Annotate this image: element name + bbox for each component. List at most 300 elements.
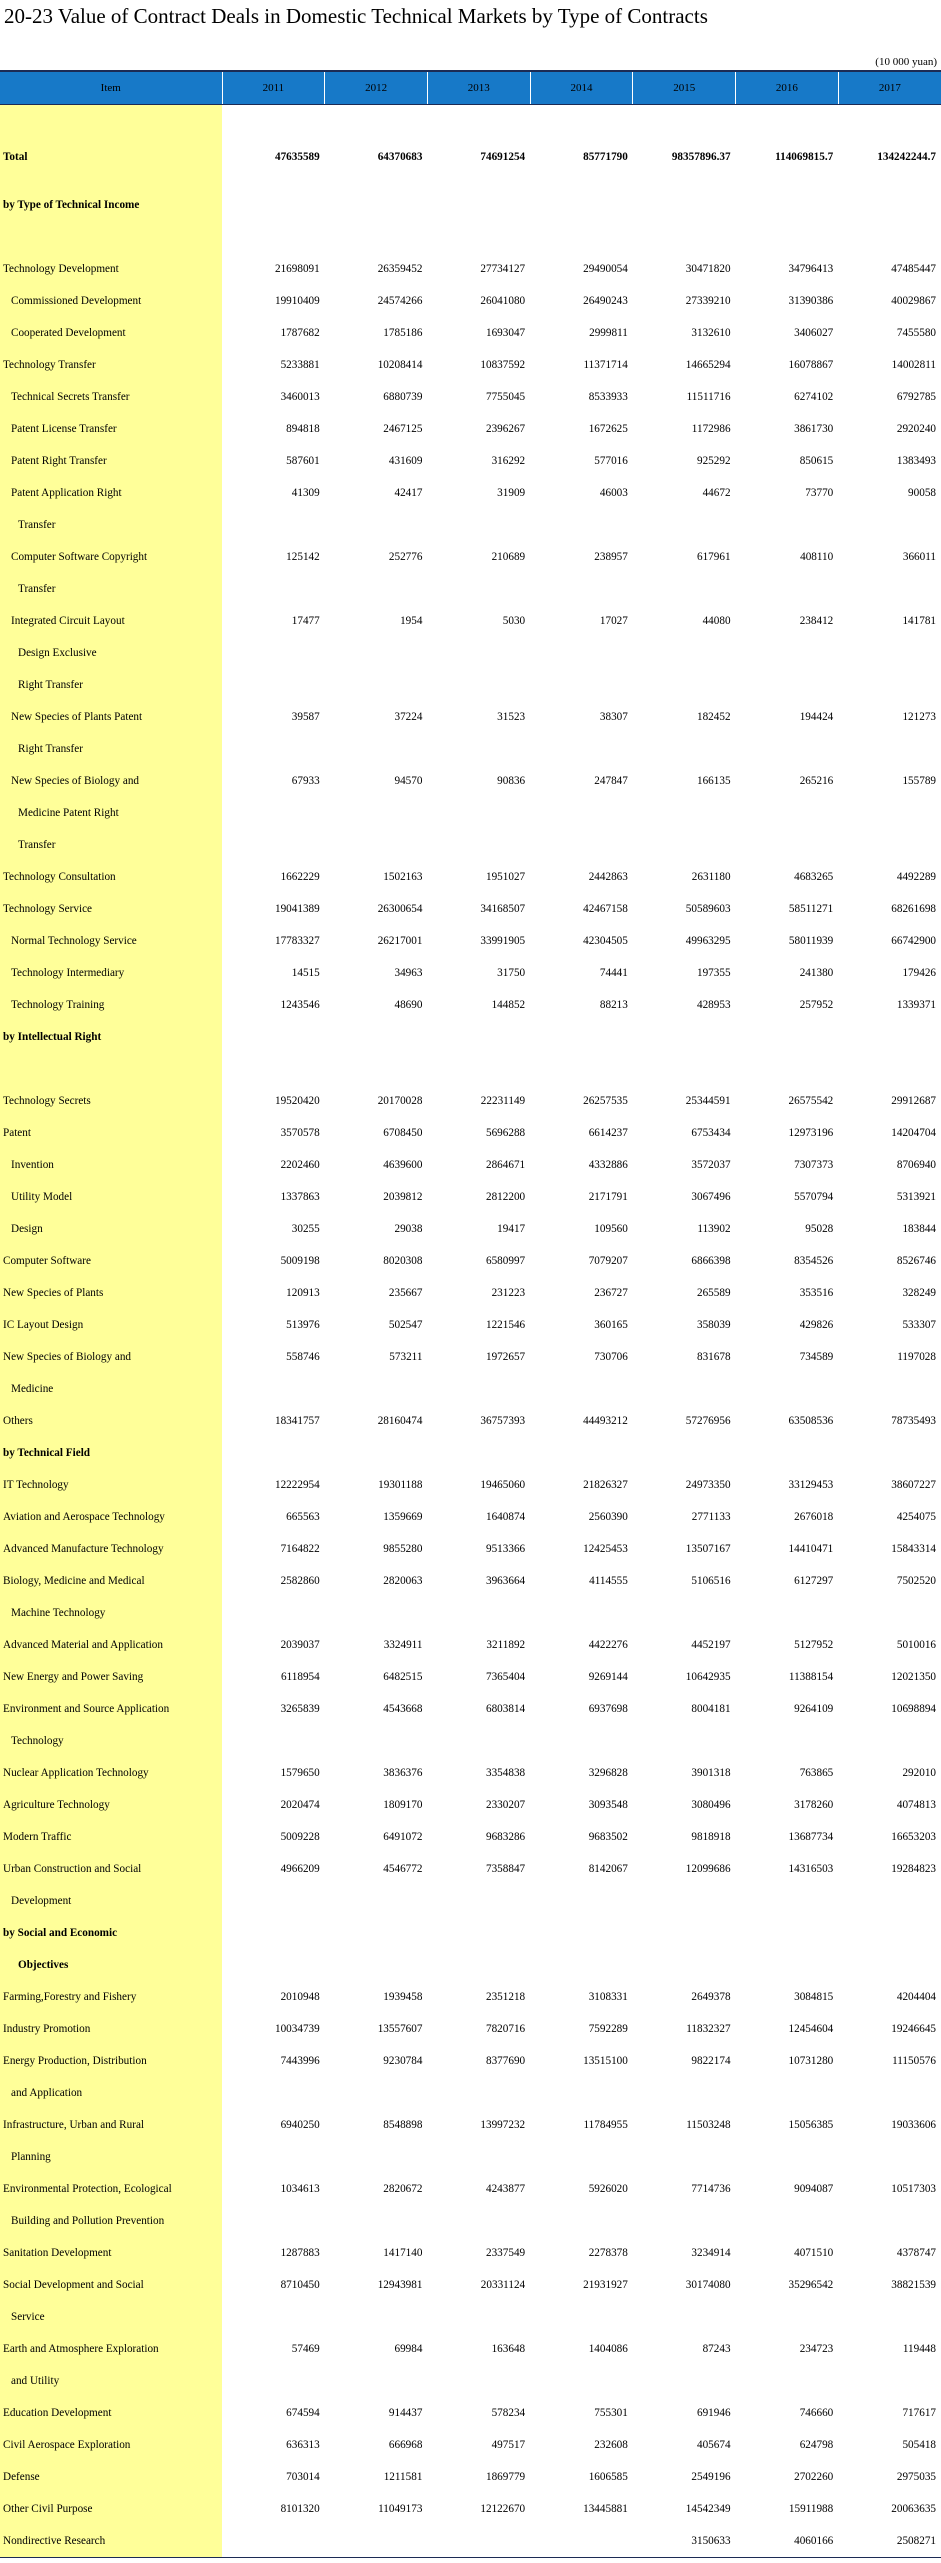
cell-value (530, 573, 633, 605)
cell-value (838, 2141, 941, 2173)
table-row (0, 2077, 941, 2109)
cell-value (838, 573, 941, 605)
cell-value: 636313 (286, 2439, 320, 2451)
cell-value (325, 733, 428, 765)
cell-value: 12021350 (891, 1671, 936, 1683)
table-row (0, 1277, 941, 1309)
row-label: and Utility (0, 2365, 222, 2397)
cell-value (427, 573, 530, 605)
row-label: Education Development (0, 2397, 222, 2429)
cell-value: 3150633 (691, 2535, 731, 2547)
table-row (0, 2525, 941, 2557)
cell-value: 431609 (388, 455, 423, 467)
cell-value: 265216 (799, 775, 834, 787)
cell-value: 13445881 (583, 2503, 628, 2515)
cell-value: 3211892 (486, 1639, 526, 1651)
row-label: Cooperated Development (0, 317, 222, 349)
cell-value (838, 1725, 941, 1757)
cell-value: 8020308 (383, 1255, 423, 1267)
cell-value: 6792785 (896, 391, 936, 403)
cell-value: 25344591 (685, 1095, 731, 1107)
cell-value: 19910409 (274, 295, 320, 307)
cell-value: 1787682 (280, 327, 320, 339)
cell-value: 7443996 (280, 2055, 320, 2067)
cell-value (222, 2301, 325, 2333)
table-row (0, 2013, 941, 2045)
cell-value (325, 2525, 428, 2557)
cell-value (222, 1373, 325, 1405)
row-label: Technical Secrets Transfer (0, 381, 222, 413)
cell-value: 850615 (799, 455, 834, 467)
cell-value (736, 105, 839, 126)
cell-value (530, 2365, 633, 2397)
row-label: Right Transfer (0, 733, 222, 765)
cell-value: 46003 (599, 487, 628, 499)
cell-value: 15056385 (788, 2119, 834, 2131)
cell-value: 166135 (696, 775, 731, 787)
cell-value: 2020474 (280, 1799, 320, 1811)
row-label: Defense (0, 2461, 222, 2493)
cell-value: 1383493 (896, 455, 936, 467)
cell-value: 121273 (902, 711, 936, 723)
cell-value: 2549196 (691, 2471, 731, 2483)
cell-value (838, 509, 941, 541)
cell-value: 179426 (902, 967, 936, 979)
cell-value (838, 1373, 941, 1405)
table-row (0, 317, 941, 349)
cell-value: 4683265 (794, 871, 834, 883)
cell-value: 37224 (394, 711, 423, 723)
cell-value (530, 669, 633, 701)
cell-value: 13997232 (480, 2119, 526, 2131)
cell-value (530, 221, 633, 253)
row-label: Technology Transfer (0, 349, 222, 381)
cell-value (427, 829, 530, 861)
cell-value: 10642935 (685, 1671, 731, 1683)
table-row (0, 1917, 941, 1949)
cell-value (325, 1917, 428, 1949)
cell-value (838, 1949, 941, 1981)
cell-value: 7164822 (280, 1543, 320, 1555)
table-row (0, 509, 941, 541)
cell-value: 1662229 (280, 871, 320, 883)
row-label: Planning (0, 2141, 222, 2173)
cell-value: 6614237 (588, 1127, 628, 1139)
cell-value (325, 797, 428, 829)
cell-value: 2999811 (589, 327, 628, 339)
header-year: 2016 (736, 71, 839, 105)
table-row (0, 1885, 941, 1917)
cell-value: 763865 (799, 1767, 834, 1779)
bottom-rule (0, 2557, 941, 2558)
cell-value: 4639600 (383, 1159, 423, 1171)
row-label: Commissioned Development (0, 285, 222, 317)
cell-value: 30174080 (685, 2279, 731, 2291)
row-label: New Species of Plants Patent (0, 701, 222, 733)
cell-value: 7502520 (896, 1575, 936, 1587)
row-label: by Social and Economic (0, 1917, 222, 1949)
table-row (0, 2237, 941, 2269)
cell-value: 113902 (697, 1223, 731, 1235)
cell-value: 925292 (696, 455, 731, 467)
cell-value: 6880739 (383, 391, 423, 403)
cell-value: 7592289 (588, 2023, 628, 2035)
cell-value (530, 1885, 633, 1917)
table-row (0, 1469, 941, 1501)
row-label: New Species of Biology and (0, 1341, 222, 1373)
cell-value: 2975035 (896, 2471, 936, 2483)
cell-value (633, 1917, 736, 1949)
table-row (0, 105, 941, 126)
row-label: Normal Technology Service (0, 925, 222, 957)
table-row (0, 221, 941, 253)
row-label: Others (0, 1405, 222, 1437)
cell-value: 26575542 (788, 1095, 834, 1107)
cell-value: 717617 (902, 2407, 936, 2419)
cell-value: 26359452 (377, 263, 423, 275)
cell-value (838, 2077, 941, 2109)
cell-value: 36757393 (480, 1415, 526, 1427)
cell-value: 44672 (702, 487, 731, 499)
row-label: Urban Construction and Social (0, 1853, 222, 1885)
cell-value (222, 221, 325, 253)
cell-value: 6274102 (794, 391, 834, 403)
cell-value (633, 1949, 736, 1981)
table-row (0, 2045, 941, 2077)
cell-value (530, 1597, 633, 1629)
cell-value: 47485447 (891, 263, 936, 275)
cell-value (633, 2301, 736, 2333)
cell-value (736, 221, 839, 253)
cell-value (222, 733, 325, 765)
cell-value (222, 1949, 325, 1981)
cell-value: 2171791 (588, 1191, 628, 1203)
table-row (0, 1629, 941, 1661)
cell-value (325, 1053, 428, 1085)
table-row (0, 925, 941, 957)
cell-value (736, 1373, 839, 1405)
cell-value (736, 669, 839, 701)
cell-value: 8101320 (280, 2503, 320, 2515)
row-label: Technology Consultation (0, 861, 222, 893)
cell-value: 21698091 (274, 263, 320, 275)
cell-value: 2202460 (280, 1159, 320, 1171)
cell-value: 17027 (599, 615, 628, 627)
cell-value: 74441 (599, 967, 628, 979)
cell-value: 11150576 (892, 2055, 936, 2067)
table-row (0, 2429, 941, 2461)
cell-value: 1359669 (383, 1511, 423, 1523)
cell-value (530, 2301, 633, 2333)
cell-value (222, 1917, 325, 1949)
cell-value (736, 1053, 839, 1085)
cell-value: 4332886 (588, 1159, 628, 1171)
cell-value (633, 2141, 736, 2173)
cell-value: 28160474 (377, 1415, 423, 1427)
cell-value: 5696288 (485, 1127, 526, 1139)
table-row (0, 1437, 941, 1469)
cell-value: 4422276 (588, 1639, 628, 1651)
cell-value: 3132610 (691, 327, 731, 339)
cell-value: 558746 (286, 1351, 320, 1363)
cell-value: 69984 (394, 2343, 423, 2355)
row-label: Industry Promotion (0, 2013, 222, 2045)
cell-value (736, 2141, 839, 2173)
cell-value: 31523 (497, 711, 526, 723)
row-label: Farming,Forestry and Fishery (0, 1981, 222, 2013)
cell-value: 1211581 (383, 2471, 423, 2483)
cell-value: 9094087 (794, 2183, 834, 2195)
cell-value: 2351218 (485, 1991, 526, 2003)
cell-value (427, 1725, 530, 1757)
cell-value: 617961 (696, 551, 731, 563)
cell-value: 24973350 (685, 1479, 731, 1491)
cell-value (325, 637, 428, 669)
cell-value: 30471820 (685, 263, 731, 275)
row-label: Advanced Material and Application (0, 1629, 222, 1661)
cell-value: 1951027 (485, 871, 526, 883)
table-row (0, 1725, 941, 1757)
cell-value: 4204404 (896, 1991, 936, 2003)
cell-value: 1579650 (280, 1767, 320, 1779)
row-label: Objectives (0, 1949, 222, 1981)
cell-value: 2820063 (383, 1575, 423, 1587)
row-label: Patent (0, 1117, 222, 1149)
cell-value: 3406027 (794, 327, 834, 339)
row-label: Energy Production, Distribution (0, 2045, 222, 2077)
cell-value: 1339371 (896, 999, 936, 1011)
cell-value: 8533933 (588, 391, 628, 403)
table-row (0, 2365, 941, 2397)
cell-value: 2467125 (383, 423, 423, 435)
cell-value: 49963295 (685, 935, 731, 947)
cell-value: 3067496 (691, 1191, 731, 1203)
table-row (0, 2333, 941, 2365)
cell-value: 405674 (696, 2439, 731, 2451)
cell-value (633, 1437, 736, 1469)
cell-value: 29038 (394, 1223, 423, 1235)
cell-value: 5010016 (896, 1639, 936, 1651)
row-label: Nondirective Research (0, 2525, 222, 2557)
cell-value: 1640874 (485, 1511, 526, 1523)
cell-value: 5009198 (280, 1255, 320, 1267)
row-label: and Application (0, 2077, 222, 2109)
header-year: 2013 (427, 71, 530, 105)
table-row (0, 861, 941, 893)
cell-value: 40029867 (891, 295, 936, 307)
cell-value (427, 1437, 530, 1469)
cell-value (427, 1597, 530, 1629)
cell-value (838, 189, 941, 221)
cell-value: 3080496 (691, 1799, 731, 1811)
cell-value: 38821539 (891, 2279, 936, 2291)
row-label: Technology Intermediary (0, 957, 222, 989)
row-label: Agriculture Technology (0, 1789, 222, 1821)
cell-value (633, 1021, 736, 1053)
cell-value: 4546772 (383, 1863, 423, 1875)
cell-value (838, 2365, 941, 2397)
cell-value: 1869779 (485, 2471, 526, 2483)
cell-value: 1404086 (588, 2343, 628, 2355)
cell-value: 11371714 (583, 359, 628, 371)
cell-value: 1693047 (485, 327, 526, 339)
cell-value: 35296542 (788, 2279, 834, 2291)
cell-value: 57276956 (685, 1415, 731, 1427)
cell-value: 755301 (594, 2407, 628, 2419)
cell-value: 42417 (394, 487, 423, 499)
table-row (0, 765, 941, 797)
cell-value (736, 1917, 839, 1949)
cell-value: 3108331 (588, 1991, 628, 2003)
cell-value: 13557607 (377, 2023, 423, 2035)
cell-value (838, 1021, 941, 1053)
cell-value: 573211 (389, 1351, 423, 1363)
cell-value: 30255 (291, 1223, 320, 1235)
cell-value (633, 1373, 736, 1405)
cell-value: 231223 (491, 1287, 526, 1299)
cell-value (736, 509, 839, 541)
cell-value: 10034739 (274, 2023, 320, 2035)
cell-value: 7365404 (485, 1671, 526, 1683)
cell-value: 2649378 (691, 1991, 731, 2003)
table-row (0, 893, 941, 925)
cell-value (633, 105, 736, 126)
cell-value (427, 189, 530, 221)
cell-value (325, 189, 428, 221)
table-row (0, 1341, 941, 1373)
cell-value: 13515100 (583, 2055, 628, 2067)
cell-value (427, 2301, 530, 2333)
cell-value: 15843314 (891, 1543, 936, 1555)
cell-value: 6803814 (485, 1703, 526, 1715)
table-row (0, 1565, 941, 1597)
cell-value (736, 1597, 839, 1629)
row-label: Infrastructure, Urban and Rural (0, 2109, 222, 2141)
cell-value (222, 2141, 325, 2173)
cell-value: 746660 (799, 2407, 834, 2419)
cell-value: 1502163 (383, 871, 423, 883)
cell-value: 42467158 (583, 903, 628, 915)
cell-value (427, 669, 530, 701)
table-row (0, 1181, 941, 1213)
row-label: Medicine (0, 1373, 222, 1405)
cell-value: 11049173 (378, 2503, 423, 2515)
cell-value: 8706940 (896, 1159, 936, 1171)
cell-value (325, 573, 428, 605)
cell-value: 19284823 (891, 1863, 936, 1875)
cell-value: 26257535 (583, 1095, 628, 1107)
cell-value (325, 105, 428, 126)
table-row (0, 2141, 941, 2173)
cell-value: 292010 (902, 1767, 936, 1779)
cell-value (633, 1597, 736, 1629)
cell-value: 210689 (491, 551, 526, 563)
cell-value (838, 105, 941, 126)
cell-value: 4114555 (589, 1575, 628, 1587)
table-row (0, 573, 941, 605)
cell-value (325, 829, 428, 861)
row-label: Invention (0, 1149, 222, 1181)
cell-value: 232608 (594, 2439, 628, 2451)
cell-value: 12099686 (685, 1863, 731, 1875)
cell-value: 26300654 (377, 903, 423, 915)
cell-value: 316292 (491, 455, 526, 467)
cell-value: 31750 (497, 967, 526, 979)
cell-value: 497517 (491, 2439, 526, 2451)
cell-value (530, 2077, 633, 2109)
table-row (0, 285, 941, 317)
cell-value: 4254075 (896, 1511, 936, 1523)
cell-value: 19041389 (274, 903, 320, 915)
cell-value: 66742900 (891, 935, 936, 947)
cell-value: 1337863 (280, 1191, 320, 1203)
cell-value: 1606585 (588, 2471, 628, 2483)
cell-value (838, 1917, 941, 1949)
cell-value (838, 733, 941, 765)
cell-value: 114069815.7 (775, 151, 834, 163)
cell-value: 10837592 (480, 359, 526, 371)
cell-value (427, 1885, 530, 1917)
cell-value: 67933 (291, 775, 320, 787)
cell-value: 8526746 (896, 1255, 936, 1267)
cell-value (530, 1053, 633, 1085)
cell-value: 11511716 (686, 391, 731, 403)
row-label: Technology (0, 1725, 222, 1757)
cell-value: 197355 (696, 967, 731, 979)
cell-value (325, 2365, 428, 2397)
cell-value: 3324911 (383, 1639, 423, 1651)
cell-value: 1785186 (383, 327, 423, 339)
cell-value: 14204704 (891, 1127, 936, 1139)
row-label: Civil Aerospace Exploration (0, 2429, 222, 2461)
cell-value (838, 1053, 941, 1085)
cell-value: 12122670 (480, 2503, 526, 2515)
table-row (0, 1021, 941, 1053)
row-label: Environment and Source Application (0, 1693, 222, 1725)
cell-value: 31909 (497, 487, 526, 499)
row-label: Technology Service (0, 893, 222, 925)
table-row (0, 2461, 941, 2493)
cell-value: 2920240 (896, 423, 936, 435)
cell-value: 1954 (400, 615, 423, 627)
cell-value (325, 1373, 428, 1405)
table-row (0, 605, 941, 637)
contract-deals-table (0, 70, 941, 2557)
cell-value: 1243546 (280, 999, 320, 1011)
table-row (0, 125, 941, 189)
cell-value (222, 1597, 325, 1629)
cell-value (427, 1917, 530, 1949)
table-row (0, 669, 941, 701)
cell-value: 155789 (902, 775, 936, 787)
table-row (0, 1085, 941, 1117)
cell-value (530, 1917, 633, 1949)
cell-value (736, 637, 839, 669)
cell-value: 21826327 (583, 1479, 628, 1491)
cell-value: 235667 (388, 1287, 423, 1299)
row-label: Aviation and Aerospace Technology (0, 1501, 222, 1533)
row-label: Service (0, 2301, 222, 2333)
row-label: New Species of Biology and (0, 765, 222, 797)
cell-value: 358039 (696, 1319, 731, 1331)
header-row (0, 71, 941, 105)
cell-value: 2278378 (588, 2247, 628, 2259)
cell-value (222, 2365, 325, 2397)
cell-value: 4243877 (485, 2183, 526, 2195)
cell-value: 42304505 (583, 935, 628, 947)
cell-value (633, 573, 736, 605)
table-row (0, 445, 941, 477)
